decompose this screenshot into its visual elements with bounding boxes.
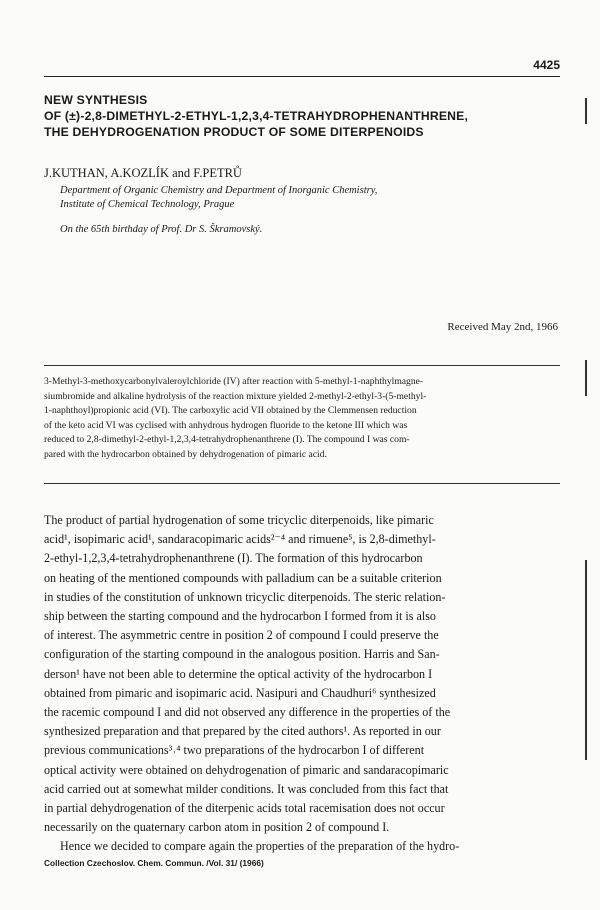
abstract-line: siumbromide and alkaline hydrolysis of the reaction mixture yielded 2-methyl-2-ethyl-3-(5-methyl- xyxy=(44,390,427,402)
body-line: configuration of the starting compound in the analogous position. Harris and San- xyxy=(44,647,440,662)
body-line: in partial dehydrogenation of the diterpenic acids total racemisation does not occur xyxy=(44,801,445,816)
body-line: acid¹, isopimaric acid¹, sandaracopimaric acids²⁻⁴ and rimuene⁵, is 2,8-dimethyl- xyxy=(44,532,436,547)
body-line: of interest. The asymmetric centre in position 2 of compound I could preserve the xyxy=(44,628,439,643)
body-line: 2-ethyl-1,2,3,4-tetrahydrophenanthrene (I). The formation of this hydrocarbon xyxy=(44,551,423,566)
body-line: The product of partial hydrogenation of some tricyclic diterpenoids, like pimaric xyxy=(44,513,434,527)
title-line: OF (±)-2,8-DIMETHYL-2-ETHYL-1,2,3,4-TETRAHYDROPHENANTHRENE, xyxy=(44,109,469,123)
affiliation xyxy=(60,184,377,212)
body-line: necessarily on the quaternary carbon atom in position 2 of compound I. xyxy=(44,820,390,835)
body-text xyxy=(44,511,558,857)
page-number: 4425 xyxy=(533,58,560,72)
abstract xyxy=(44,375,558,462)
received-date: Received May 2nd, 1966 xyxy=(447,321,558,333)
authors: J.KUTHAN, A.KOZLÍK and F.PETRŮ xyxy=(44,166,242,180)
header-rule xyxy=(44,76,560,77)
body-line: acid carried out at somewhat milder conditions. It was concluded from this fact that xyxy=(44,781,449,796)
article-title xyxy=(44,92,560,140)
title-line: THE DEHYDROGENATION PRODUCT OF SOME DITERPENOIDS xyxy=(44,125,424,139)
affiliation-line: Institute of Chemical Technology, Prague xyxy=(60,199,235,210)
body-line: Hence we decided to compare again the properties of the preparation of the hydro- xyxy=(60,839,460,854)
body-line: in studies of the constitution of unknown tricyclic diterpenoids. The steric relation- xyxy=(44,589,446,604)
scan-margin-mark xyxy=(585,98,587,124)
scan-margin-mark xyxy=(585,560,587,760)
body-line: the racemic compound I and did not observed any difference in the properties of the xyxy=(44,705,451,720)
affiliation-line: Department of Organic Chemistry and Department of Inorganic Chemistry, xyxy=(60,185,378,196)
abstract-line: reduced to 2,8-dimethyl-2-ethyl-1,2,3,4-tetrahydrophenanthrene (I). The compound I was com- xyxy=(44,434,410,445)
abstract-top-rule xyxy=(44,365,560,366)
body-line: on heating of the mentioned compounds with palladium can be a suitable criterion xyxy=(44,570,442,585)
body-line: obtained from pimaric and isopimaric acid. Nasipuri and Chaudhuri⁶ synthesized xyxy=(44,685,436,700)
body-line: optical activity were obtained on dehydrogenation of pimaric and sandaracopimaric xyxy=(44,762,449,777)
body-line: previous communications³˒⁴ two preparations of the hydrocarbon I of different xyxy=(44,743,425,758)
footer-citation: Collection Czechoslov. Chem. Commun. /Vol. 31/ (1966) xyxy=(44,858,264,868)
body-line: synthesized preparation and that prepared by the cited authors¹. As reported in our xyxy=(44,724,441,739)
abstract-line: 1-naphthoyl)propionic acid (VI). The carboxylic acid VII obtained by the Clemmensen reduction xyxy=(44,405,417,416)
abstract-bottom-rule xyxy=(44,483,560,484)
body-line: derson¹ have not been able to determine the optical activity of the hydrocarbon I xyxy=(44,666,433,681)
body-line: ship between the starting compound and the hydrocarbon I formed from it is also xyxy=(44,609,436,624)
abstract-line: pared with the hydrocarbon obtained by dehydrogenation of pimaric acid. xyxy=(44,448,327,460)
scan-margin-mark xyxy=(585,360,587,396)
dedication: On the 65th birthday of Prof. Dr S. Škramovský. xyxy=(60,224,263,235)
title-line: NEW SYNTHESIS xyxy=(44,93,148,107)
abstract-line: 3-Methyl-3-methoxycarbonylvaleroylchloride (IV) after reaction with 5-methyl-1-naphthylmagne- xyxy=(44,376,424,387)
abstract-line: of the keto acid VI was cyclised with anhydrous hydrogen fluoride to the ketone III which was xyxy=(44,419,408,431)
